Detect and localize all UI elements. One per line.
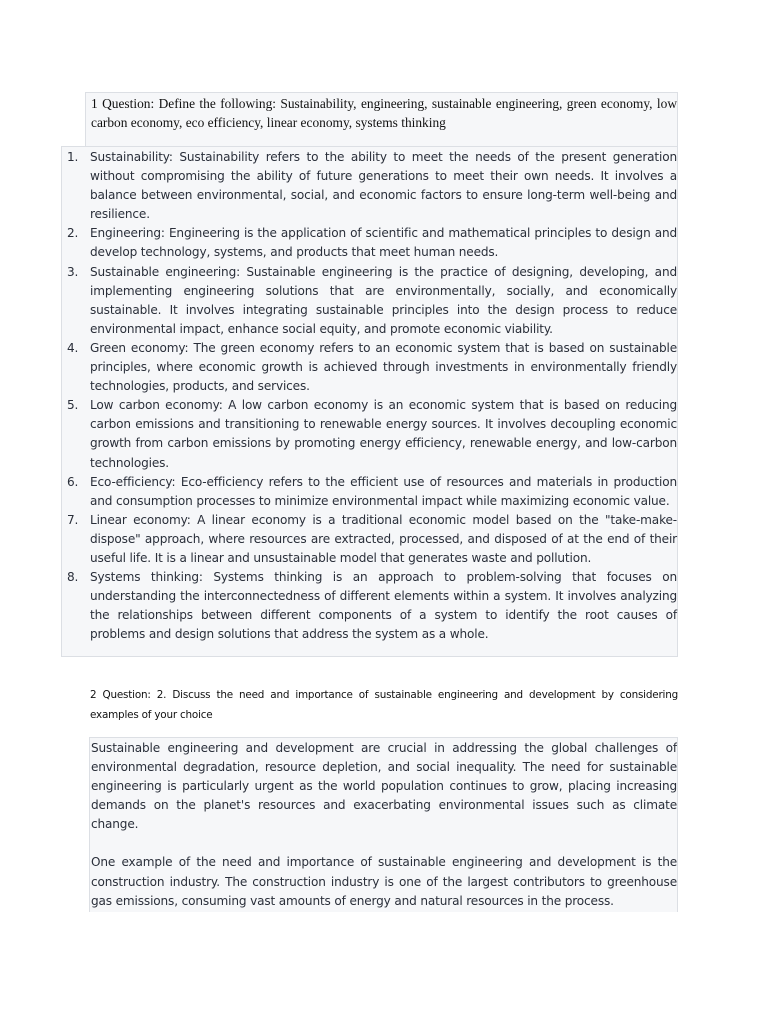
essay-paragraph: Sustainable engineering and development are crucial in addressing the global challenges of environmental degradation, resource depletion, and social inequality. The need for sustainable engineering is particularly urgent as the world population continues to grow, placing increasing demands on the planet's resources and exacerbating environmental issues such as climate change. [91,741,677,832]
list-item-text: Engineering: Engineering is the application of scientific and mathematical principles to design and develop technology, systems, and products that meet human needs. [90,226,677,260]
list-item-text: Systems thinking: Systems thinking is an approach to problem-solving that focuses on understanding the interconnectedness of different elements within a system. It involves analyzing the relationships between different components of a system to identify the root causes of problems and design solutions that address the system as a whole. [90,570,677,642]
question-1-text: 1 Question: Define the following: Sustainability, engineering, sustainable engineering, green economy, low carbon economy, eco efficiency, linear economy, systems thinking [91,96,677,130]
list-item-number: 3. [67,264,79,279]
list-item [62,339,677,396]
list-item-number: 5. [67,398,79,413]
list-item-number: 4. [67,340,79,355]
list-item [62,396,677,472]
list-item-text: Sustainable engineering: Sustainable engineering is the practice of designing, developing, and implementing engineering solutions that are environmentally, socially, and economically sustainable. It involves integrating sustainable principles into the design process to reduce environmental impact, enhance social equity, and promote economic viability. [90,264,677,336]
list-item-number: 1. [67,150,79,164]
list-item [62,263,677,339]
list-item-text: Low carbon economy: A low carbon economy is an economic system that is based on reducing carbon emissions and transitioning to renewable energy sources. It involves decoupling economic growth from carbon emissions by promoting energy efficiency, renewable energy, and low-carbon technologies. [90,398,677,470]
list-item [62,148,677,224]
essay-paragraph: One example of the need and importance of sustainable engineering and development is the construction industry. The construction industry is one of the largest contributors to greenhouse gas emissions, consuming vast amounts of energy and natural resources in the process. [91,855,677,908]
list-item [62,473,677,511]
essay-2-box [89,737,678,912]
list-item [62,511,677,568]
list-item-text: Eco-efficiency: Eco-efficiency refers to the efficient use of resources and materials in production and consumption processes to minimize environmental impact while maximizing economic value. [90,474,677,508]
answers-1-box [61,146,678,657]
list-item-text: Linear economy: A linear economy is a traditional economic model based on the "take-make-dispose" approach, where resources are extracted, processed, and disposed of at the end of their useful life. It is a linear and unsustainable model that generates waste and pollution. [90,512,677,565]
question-1-box [85,92,678,146]
question-2-heading [90,686,678,725]
list-item-number: 2. [67,226,79,241]
definitions-list [62,148,677,644]
question-2-text: 2 Question: 2. Discuss the need and importance of sustainable engineering and development by considering examples of your choice [90,689,678,721]
list-item-number: 8. [67,570,79,585]
list-item-number: 6. [67,474,79,489]
list-item-text: Green economy: The green economy refers to an economic system that is based on sustainable principles, where economic growth is achieved through investments in environmentally friendly technologies, products, and services. [90,340,677,394]
list-item [62,568,677,644]
list-item-number: 7. [67,512,79,527]
list-item [62,224,677,262]
list-item-text: Sustainability: Sustainability refers to the ability to meet the needs of the present generation without compromising the ability of future generations to meet their own needs. It involves a balance between environmental, social, and economic factors to ensure long-term well-being and resilience. [90,150,677,222]
